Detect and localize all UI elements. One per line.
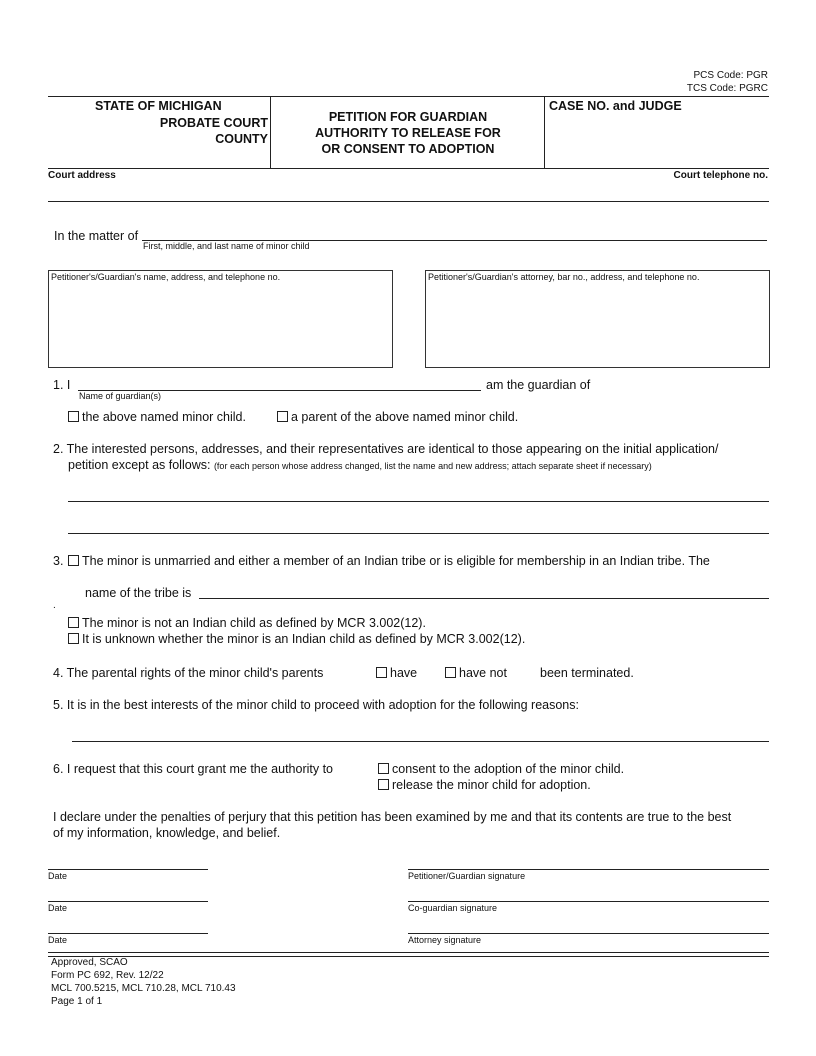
pcs-code: PCS Code: PGR	[693, 70, 768, 81]
matter-label: In the matter of	[54, 229, 139, 243]
item4-text: 4. The parental rights of the minor child's parents	[53, 666, 324, 680]
item6-checkbox-consent[interactable]	[378, 763, 389, 774]
item5-text: 5. It is in the best interests of the minor child to proceed with adoption for the following reasons:	[53, 698, 579, 712]
item4-option-have: have	[376, 666, 417, 681]
item3-option-tribe: The minor is unmarried and either a member of an Indian tribe or is eligible for membership in an Indian tribe. The	[68, 554, 710, 569]
footer-rule	[48, 952, 769, 957]
tcs-code: TCS Code: PGRC	[686, 83, 768, 94]
date-rule-3	[48, 933, 208, 934]
attorney-box-label: Petitioner's/Guardian's attorney, bar no., address, and telephone no.	[428, 272, 700, 282]
form-title-line1: PETITION FOR GUARDIAN	[328, 110, 488, 124]
footer-mcl: MCL 700.5215, MCL 710.28, MCL 710.43	[51, 983, 236, 994]
attorney-box[interactable]	[425, 270, 770, 368]
item5-reasons-input[interactable]	[74, 726, 766, 740]
item2-note: (for each person whose address changed, list the name and new address; attach separate sheet if necessary)	[213, 461, 652, 471]
item2-input-1[interactable]	[70, 486, 766, 500]
coguardian-signature-rule[interactable]	[408, 901, 769, 902]
item1-checkbox-parent[interactable]	[277, 411, 288, 422]
date-label-3: Date	[48, 935, 68, 945]
header-top-rule	[48, 96, 769, 97]
petitioner-box-label: Petitioner's/Guardian's name, address, and telephone no.	[51, 272, 281, 282]
form-title-line3: OR CONSENT TO ADOPTION	[321, 142, 495, 156]
guardian-name-sublabel: Name of guardian(s)	[79, 391, 162, 401]
declaration-line1: I declare under the penalties of perjury that this petition has been examined by me and that its contents are true to the best	[53, 810, 732, 824]
court-name: PROBATE COURT	[159, 116, 268, 130]
form-title-line2: AUTHORITY TO RELEASE FOR	[315, 126, 501, 140]
header-bottom-rule	[48, 168, 769, 169]
court-address-rule	[48, 201, 769, 202]
minor-name-input[interactable]	[145, 227, 765, 241]
attorney-signature-rule[interactable]	[408, 933, 769, 934]
petitioner-signature-rule[interactable]	[408, 869, 769, 870]
guardian-name-input[interactable]	[80, 376, 478, 390]
item2-input-2[interactable]	[70, 518, 766, 532]
item3-checkbox-unknown[interactable]	[68, 633, 79, 644]
date-rule-2	[48, 901, 208, 902]
item1-suffix: am the guardian of	[486, 378, 591, 392]
item1-option-parent: a parent of the above named minor child.	[277, 410, 518, 425]
item2-rule-1	[68, 501, 769, 502]
item1-checkbox-minor[interactable]	[68, 411, 79, 422]
tribe-name-input[interactable]	[202, 584, 766, 598]
item5-rule	[72, 741, 769, 742]
state-name: STATE OF MICHIGAN	[95, 99, 222, 113]
item6-checkbox-release[interactable]	[378, 779, 389, 790]
item4-checkbox-have[interactable]	[376, 667, 387, 678]
item2-line2: petition except as follows: (for each person whose address changed, list the name and new address; attach separate sheet if necessary)	[68, 458, 652, 472]
date-rule-1	[48, 869, 208, 870]
county-label: COUNTY	[215, 132, 268, 146]
item6-text: 6. I request that this court grant me the authority to	[53, 762, 334, 776]
item6-option-release: release the minor child for adoption.	[378, 778, 591, 793]
tribe-name-label: name of the tribe is	[85, 586, 192, 600]
court-phone-label: Court telephone no.	[673, 170, 768, 181]
tribe-name-rule	[199, 598, 769, 599]
item2-line1: 2. The interested persons, addresses, and their representatives are identical to those appearing on the initial application/	[53, 442, 719, 456]
item3-number: 3.	[53, 554, 64, 568]
item4-option-have-not: have not	[445, 666, 507, 681]
date-label-1: Date	[48, 871, 68, 881]
item4-suffix: been terminated.	[540, 666, 634, 680]
declaration-line2: of my information, knowledge, and belief.	[53, 826, 281, 840]
item3-checkbox-not-indian[interactable]	[68, 617, 79, 628]
item3-checkbox-tribe[interactable]	[68, 555, 79, 566]
case-no-label: CASE NO. and JUDGE	[549, 99, 682, 113]
item4-checkbox-have-not[interactable]	[445, 667, 456, 678]
petitioner-box[interactable]	[48, 270, 393, 368]
item3-option-not-indian: The minor is not an Indian child as defined by MCR 3.002(12).	[68, 616, 426, 631]
item3-option-unknown: It is unknown whether the minor is an Indian child as defined by MCR 3.002(12).	[68, 632, 525, 647]
case-no-input[interactable]	[549, 118, 764, 164]
item1-option-minor: the above named minor child.	[68, 410, 246, 425]
header-divider-left	[270, 96, 271, 168]
attorney-signature-label: Attorney signature	[408, 935, 482, 945]
footer-page: Page 1 of 1	[51, 996, 103, 1007]
item6-option-consent: consent to the adoption of the minor child.	[378, 762, 624, 777]
minor-name-sublabel: First, middle, and last name of minor child	[143, 241, 310, 251]
item1-prefix: 1. I	[53, 378, 71, 392]
item2-rule-2	[68, 533, 769, 534]
petitioner-signature-label: Petitioner/Guardian signature	[408, 871, 526, 881]
footer-approved: Approved, SCAO	[51, 957, 128, 968]
item3-dot: .	[53, 600, 56, 611]
court-address-label: Court address	[48, 170, 116, 181]
court-address-input[interactable]	[50, 184, 766, 200]
coguardian-signature-label: Co-guardian signature	[408, 903, 498, 913]
date-label-2: Date	[48, 903, 68, 913]
footer-form-number: Form PC 692, Rev. 12/22	[51, 970, 164, 981]
header-divider-right	[544, 96, 545, 168]
